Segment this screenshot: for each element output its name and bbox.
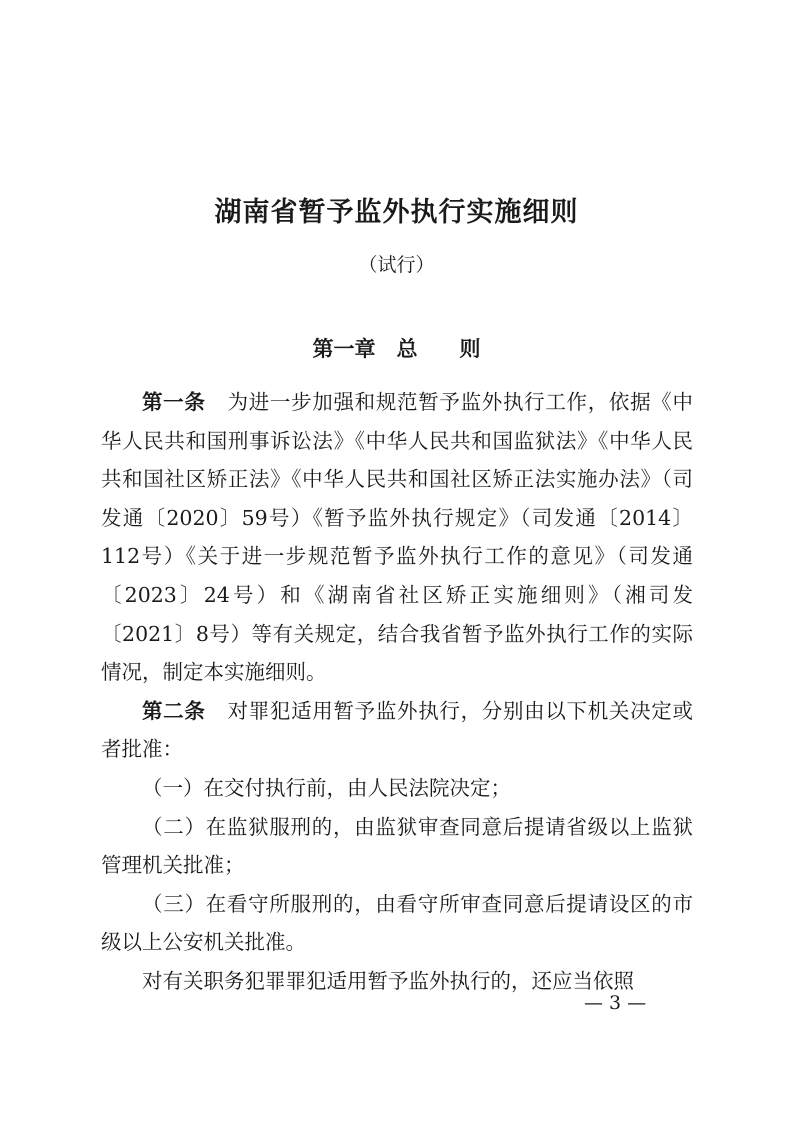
article-1 [101, 383, 693, 692]
document-subtitle: （试行） [358, 254, 435, 276]
page-number: — 3 — [584, 992, 647, 1014]
article-1-text: 为进一步加强和规范暂予监外执行工作，依据《中华人民共和国刑事诉讼法》《中华人民共和国监狱法》《中华人民共和国社区矫正法》《中华人民共和国社区矫正法实施办法》（司发通〔2020〕59号）《暂予监外执行规定》（司发通〔2014〕112号）《关于进一步规范暂予监外执行工作的意见》（司发通〔2023〕24号）和《湖南省社区矫正实施细则》（湘司发〔2021〕8号）等有关规定，结合我省暂予监外执行工作的实际情况，制定本实施细则。 [101, 390, 693, 685]
article-2-item-2: （二）在监狱服刑的，由监狱审查同意后提请省级以上监狱管理机关批准； [101, 814, 693, 878]
article-1-label: 第一条 [142, 390, 206, 414]
article-2-item-3: （三）在看守所服刑的，由看守所审查同意后提请设区的市级以上公安机关批准。 [101, 891, 693, 955]
document-body [101, 383, 693, 1001]
article-2-label: 第二条 [142, 698, 206, 723]
article-2-item-1: （一）在交付执行前，由人民法院决定； [142, 775, 511, 800]
article-2-text: 对罪犯适用暂予监外执行，分别由以下机关决定或者批准： [101, 698, 693, 762]
article-2 [101, 692, 693, 769]
chapter-heading: 第一章 总 则 [312, 336, 481, 361]
document-title: 湖南省暂予监外执行实施细则 [214, 197, 579, 228]
article-2-trailing: 对有关职务犯罪罪犯适用暂予监外执行的，还应当依照 [142, 968, 634, 993]
